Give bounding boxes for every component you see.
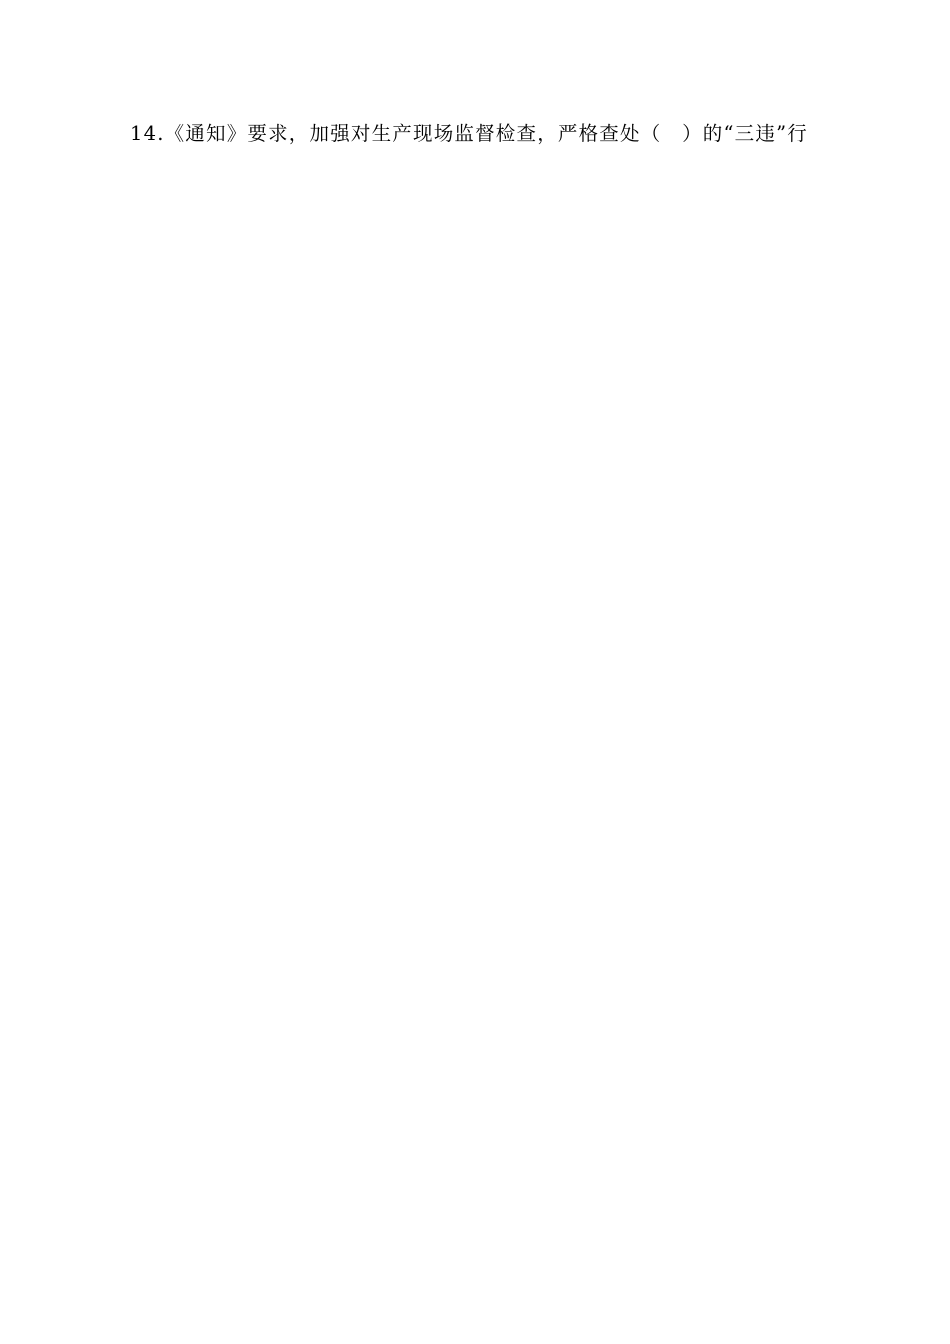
option-line (0, 396, 950, 421)
option-line (0, 646, 950, 671)
question-line (0, 671, 950, 696)
question-line (0, 546, 950, 571)
question-line (0, 346, 950, 371)
option-line (0, 421, 950, 446)
option-line (0, 596, 950, 621)
option-line (0, 196, 950, 221)
continuation-line (0, 571, 950, 596)
option-line (0, 221, 950, 246)
option-line (0, 521, 950, 546)
option-line (0, 696, 950, 721)
continuation-line (0, 1096, 950, 1121)
option-line (0, 321, 950, 346)
continuation-line (0, 971, 950, 996)
option-line (0, 721, 950, 746)
question-line (0, 871, 950, 896)
continuation-line (0, 471, 950, 496)
option-line (0, 296, 950, 321)
option-line (0, 921, 950, 946)
question-line (0, 771, 950, 796)
option-line (0, 1121, 950, 1146)
continuation-line (0, 896, 950, 921)
continuation-line (0, 496, 950, 521)
option-line (0, 96, 950, 121)
option-line (0, 171, 950, 196)
option-line (0, 796, 950, 821)
option-line (0, 1146, 950, 1171)
option-line (0, 846, 950, 871)
question-text: 14.《通知》要求，加强对生产现场监督检查，严格查处（ ）的“三违”行 (130, 122, 808, 145)
option-line (0, 621, 950, 646)
question-line (0, 1196, 950, 1221)
option-line (0, 1171, 950, 1196)
option-line (0, 821, 950, 846)
option-line (0, 1046, 950, 1071)
question-line (0, 121, 878, 146)
option-line (0, 746, 950, 771)
option-line (0, 371, 950, 396)
question-line (0, 1071, 950, 1096)
option-line (0, 271, 950, 296)
question-line (0, 246, 950, 271)
continuation-line (0, 146, 950, 171)
question-line (0, 1021, 950, 1046)
question-line (0, 446, 950, 471)
question-line (0, 946, 950, 971)
option-line (0, 996, 950, 1021)
